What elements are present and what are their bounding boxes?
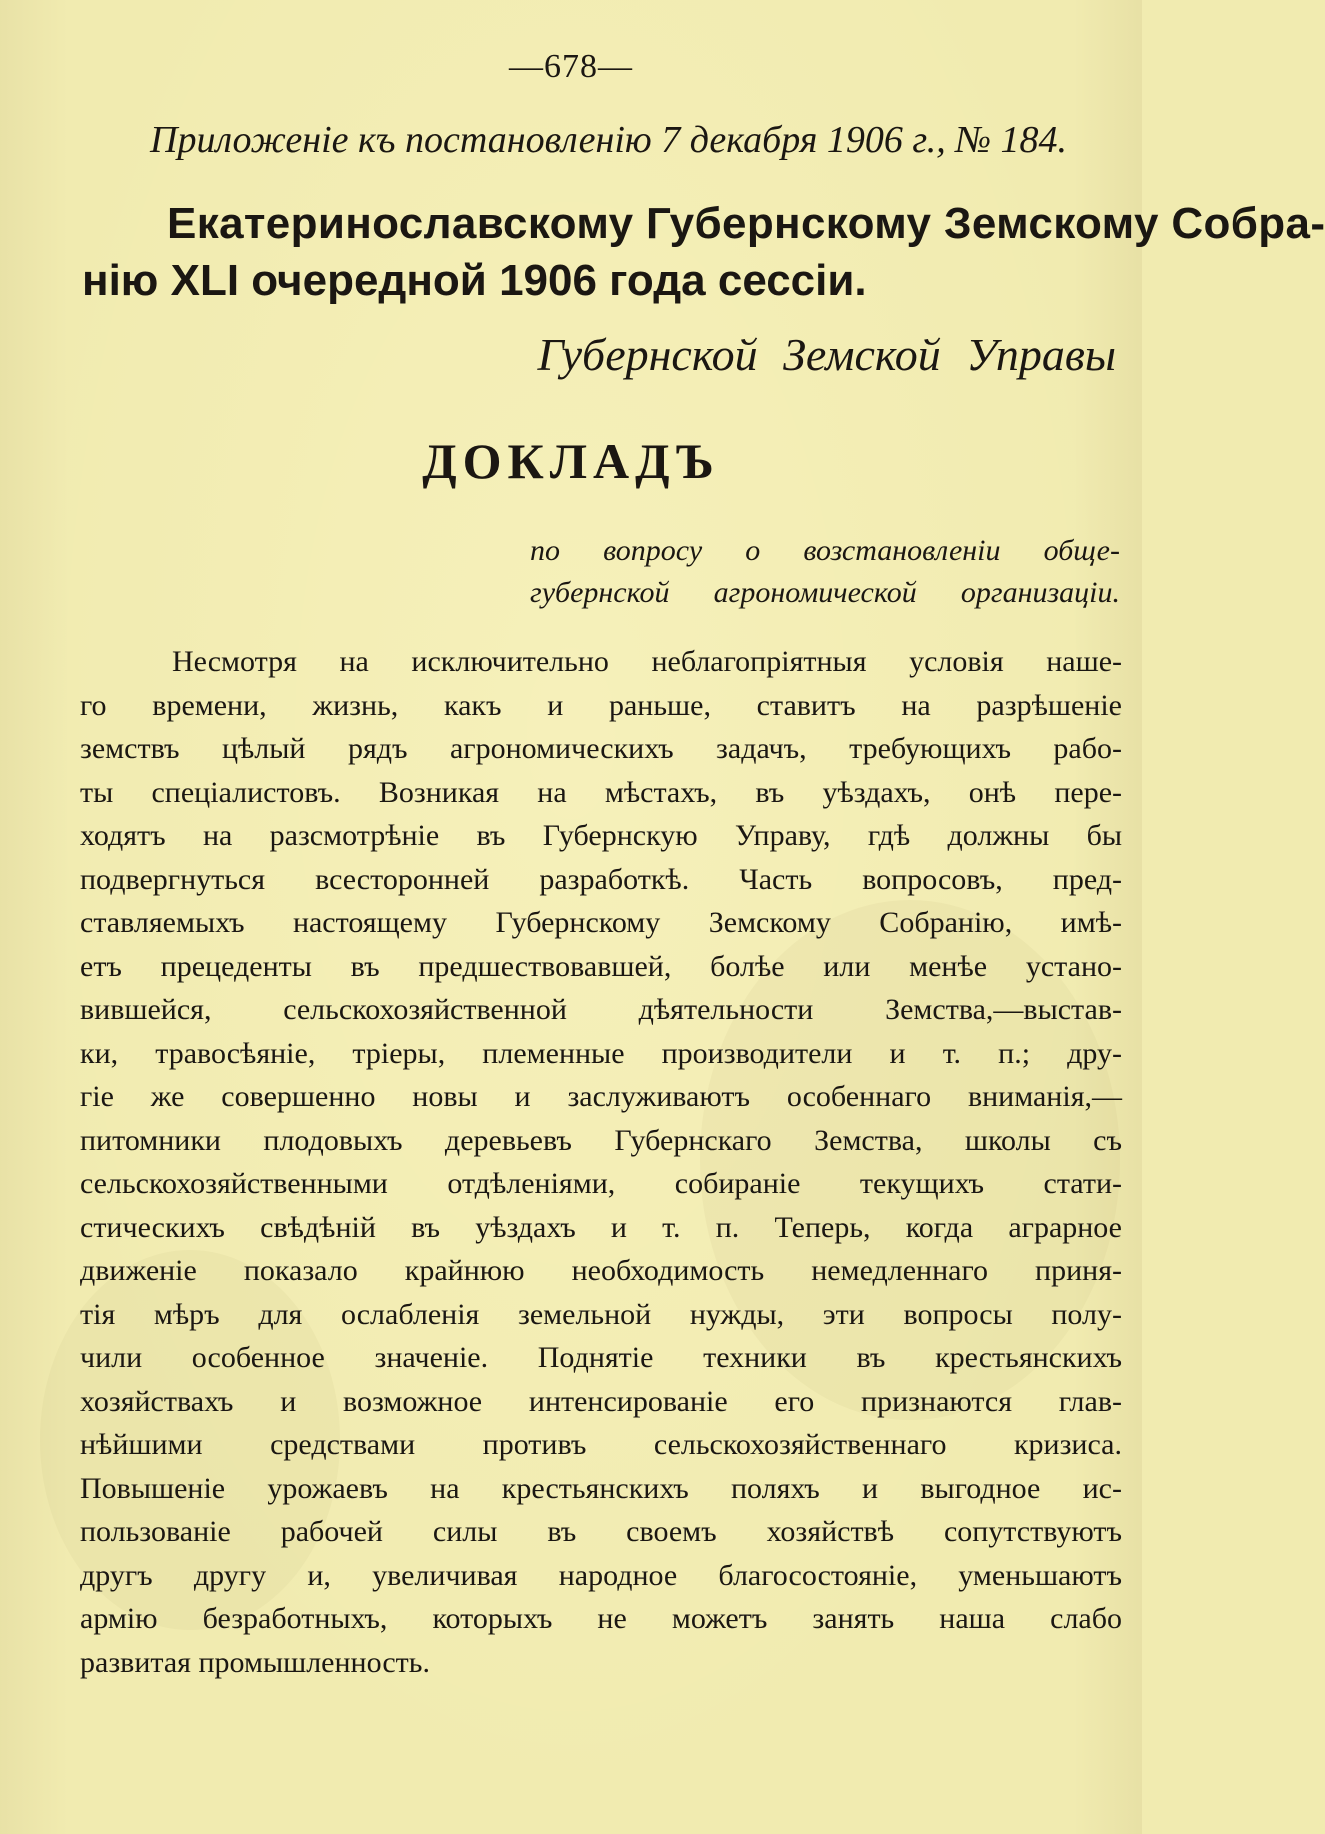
report-subtitle xyxy=(530,530,1120,614)
body-line: хозяйствахъ и возможное интенсированіе его признаются глав- xyxy=(80,1384,1122,1418)
body-line: движеніе показало крайнюю необходимость немедленнаго приня- xyxy=(80,1254,1122,1287)
subtitle-line: губернской агрономической организаціи. xyxy=(530,576,1120,609)
heading-line: нію XLI очередной 1906 года сессіи. xyxy=(82,256,867,305)
body-line: ки, травосѣяніе, тріеры, племенные производители и т. п.; дру- xyxy=(80,1036,1122,1070)
subtitle-line: по вопросу о возстановленіи обще- xyxy=(530,534,1120,567)
body-line: земствъ цѣлый рядъ агрономическихъ задачъ, требующихъ рабо- xyxy=(80,732,1122,765)
board-title: Губернской Земской Управы xyxy=(537,329,1116,380)
body-line: гіе же совершенно новы и заслуживаютъ особеннаго вниманія,— xyxy=(80,1080,1122,1113)
body-line: ставляемыхъ настоящему Губернскому Земскому Собранію, имѣ- xyxy=(80,906,1122,939)
body-line: етъ прецеденты въ предшествовавшей, болѣе или менѣе устано- xyxy=(80,949,1122,983)
report-title: ДОКЛАДЪ xyxy=(422,433,720,489)
body-line: питомники плодовыхъ деревьевъ Губернскаго Земства, школы съ xyxy=(80,1123,1122,1157)
body-line: чили особенное значеніе. Поднятіе техники въ крестьянскихъ xyxy=(80,1341,1122,1374)
body-line: другъ другу и, увеличивая народное благосостояніе, уменьшаютъ xyxy=(80,1558,1122,1592)
body-line: сельскохозяйственными отдѣленіями, собираніе текущихъ стати- xyxy=(80,1167,1122,1200)
appendix-note: Приложеніе къ постановленію 7 декабря 1906 г., № 184. xyxy=(150,119,1068,161)
body-line: развитая промышленность. xyxy=(80,1645,430,1679)
body-paragraph xyxy=(80,640,1122,1684)
body-line: Повышеніе урожаевъ на крестьянскихъ поляхъ и выгодное ис- xyxy=(80,1471,1122,1505)
body-line: вившейся, сельскохозяйственной дѣятельности Земства,—выстав- xyxy=(80,993,1122,1026)
body-line: пользованіе рабочей силы въ своемъ хозяйствѣ сопутствуютъ xyxy=(80,1515,1122,1548)
body-line: тія мѣръ для ослабленія земельной нужды, эти вопросы полу- xyxy=(80,1297,1122,1331)
body-line: ходятъ на разсмотрѣніе въ Губернскую Управу, гдѣ должны бы xyxy=(80,819,1122,852)
document-heading xyxy=(82,195,1325,309)
body-line: нѣйшими средствами противъ сельскохозяйственнаго кризиса. xyxy=(80,1428,1122,1461)
body-line: стическихъ свѣдѣній въ уѣздахъ и т. п. Теперь, когда аграрное xyxy=(80,1210,1122,1244)
body-line: ты спеціалистовъ. Возникая на мѣстахъ, въ уѣздахъ, онѣ пере- xyxy=(80,775,1122,809)
heading-line: Екатеринославскому Губернскому Земскому Собра- xyxy=(167,199,1325,248)
body-line: армію безработныхъ, которыхъ не можетъ занять наша слабо xyxy=(80,1602,1122,1635)
body-line: Несмотря на исключительно неблагопріятныя условія наше- xyxy=(172,645,1122,678)
page-number: —678— xyxy=(509,48,633,85)
body-line: подвергнуться всесторонней разработкѣ. Часть вопросовъ, пред- xyxy=(80,862,1122,896)
body-line: го времени, жизнь, какъ и раньше, ставитъ на разрѣшеніе xyxy=(80,688,1122,722)
